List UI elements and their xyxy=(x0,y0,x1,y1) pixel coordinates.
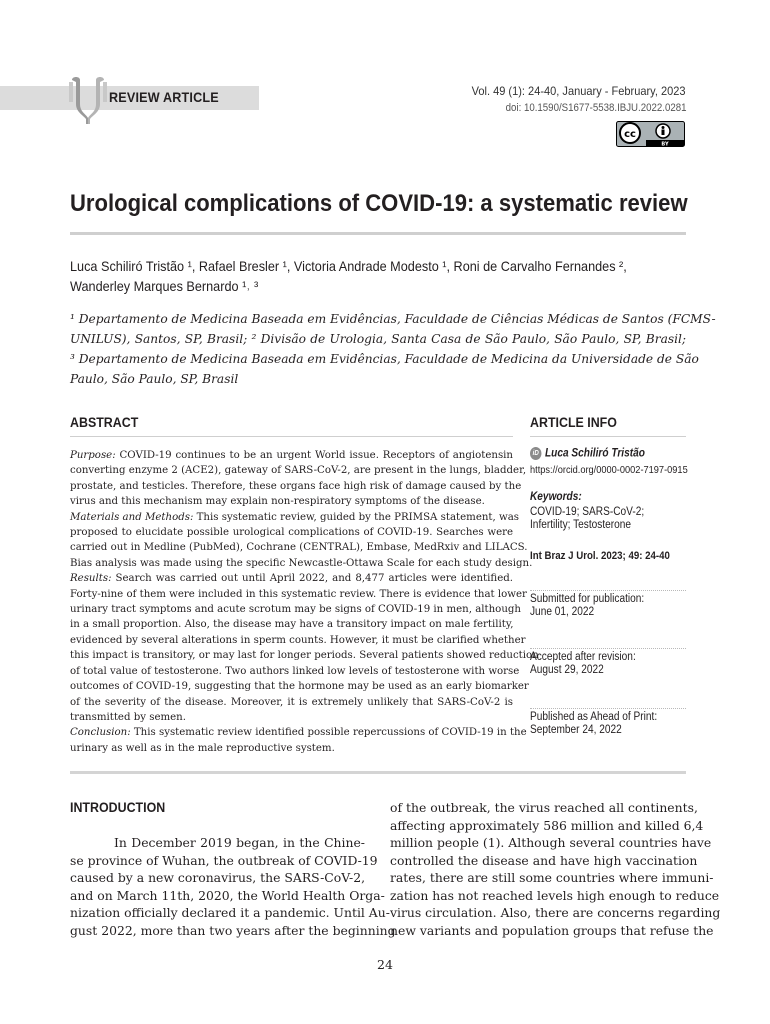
text-line: million people (1). Although several countries have xyxy=(390,835,712,850)
abstract-line-text: this impact is transitory, or may last for longer periods. Several patients showed reduction xyxy=(70,650,539,662)
abstract-line xyxy=(70,695,513,710)
svg-text:cc: cc xyxy=(624,129,636,140)
abstract-line xyxy=(70,494,513,509)
affiliations xyxy=(70,309,716,389)
orcid-author[interactable] xyxy=(530,447,686,460)
text-line: nization officially declared it a pandemic. Until Au- xyxy=(70,905,390,920)
abstract-line-text: prostate, and testicles. Therefore, these organs face high risk of damage caused by the xyxy=(70,480,522,492)
abstract-line xyxy=(70,664,520,679)
text-line: controlled the disease and have high vaccination xyxy=(390,852,698,868)
published-label: Published as Ahead of Print: xyxy=(530,711,658,723)
abstract-line-text: carried out in Medline (PubMed), Cochrane (CENTRAL), Embase, MedRxiv and LILACS. xyxy=(70,542,528,554)
text-line: new variants and population groups that refuse the xyxy=(390,922,714,938)
page-number: 24 xyxy=(377,957,393,972)
info-divider xyxy=(530,708,686,709)
author-line: Wanderley Marques Bernardo ¹˒ ³ xyxy=(70,278,259,294)
cc-by-license-icon[interactable] xyxy=(616,121,685,147)
citation-text: Int Braz J Urol. 2023; 49: 24-40 xyxy=(530,550,670,562)
abstract-line-text: This systematic review, guided by the PRIMSA statement, was xyxy=(193,511,520,523)
abstract-section-label: Purpose: xyxy=(70,450,116,461)
abstract-line xyxy=(70,710,513,725)
submitted-label: Submitted for publication: xyxy=(530,593,645,605)
text-line: rates, there are still some countries where immuni- xyxy=(390,870,714,885)
article-type: REVIEW ARTICLE xyxy=(109,89,219,105)
abstract-line xyxy=(70,679,529,694)
title-divider xyxy=(70,232,686,235)
accepted-block xyxy=(530,651,686,676)
text-line: zation has not reached levels high enough to reduce xyxy=(390,887,720,903)
abstract-line xyxy=(70,556,533,571)
section-divider xyxy=(70,771,686,774)
keywords-block xyxy=(530,491,686,531)
abstract-line-text: in a small proportion. Also, the disease may have a transitory impact on male fertility, xyxy=(70,619,514,631)
abstract-line-text: Search was carried out until April 2022, and 8,477 articles were identified. xyxy=(111,573,513,585)
abstract-line-text: proposed to elucidate possible urological complications of COVID-19. Searches were xyxy=(70,527,513,539)
accepted-label: Accepted after revision: xyxy=(530,651,636,663)
abstract-line xyxy=(70,741,513,756)
abstract-line xyxy=(70,725,527,740)
keywords-label: Keywords: xyxy=(530,491,582,503)
abstract-line-text: This systematic review identified possible repercussions of COVID-19 in the xyxy=(130,727,527,739)
citation xyxy=(530,550,686,562)
info-divider xyxy=(530,648,686,649)
abstract-line xyxy=(70,602,521,617)
abstract-line-text: Bias analysis was made using the specific Newcastle-Ottawa Scale for each study design. xyxy=(70,557,533,569)
article-info-divider xyxy=(530,436,686,437)
published-block xyxy=(530,711,686,736)
affiliation-line: ³ Departamento de Medicina Baseada em Evidências, Faculdade de Medicina da Universidade de São xyxy=(70,352,699,366)
abstract-line-text: COVID-19 continues to be an urgent World issue. Receptors of angiotensin xyxy=(115,450,513,461)
introduction-heading: INTRODUCTION xyxy=(70,800,166,815)
text-line: virus circulation. Also, there are concerns regarding xyxy=(390,905,721,920)
abstract-line xyxy=(70,479,522,494)
affiliation-line: Paulo, São Paulo, SP, Brasil xyxy=(70,372,239,386)
keywords-line: Infertility; Testosterone xyxy=(530,519,632,531)
orcid-icon: iD xyxy=(530,447,541,460)
abstract-heading: ABSTRACT xyxy=(70,415,139,430)
abstract-line-text: virus and this mechanism may explain non-respiratory symptoms of the disease. xyxy=(70,496,485,508)
abstract-line xyxy=(70,540,528,555)
abstract-line-text: urinary as well as in the male reproductive system. xyxy=(70,742,335,754)
article-info-heading: ARTICLE INFO xyxy=(530,415,617,430)
abstract-line xyxy=(70,525,513,540)
text-line: In December 2019 began, in the Chine- xyxy=(114,835,365,850)
orcid-author-name: Luca Schiliró Tristão xyxy=(544,447,645,460)
text-line: gust 2022, more than two years after the beginning xyxy=(70,922,396,938)
accepted-date: August 29, 2022 xyxy=(530,664,604,676)
text-line: of the outbreak, the virus reached all continents, xyxy=(390,800,698,815)
abstract-line xyxy=(70,463,527,478)
abstract-section-label: Conclusion: xyxy=(70,727,131,739)
text-line: se province of Wuhan, the outbreak of COVID-19 xyxy=(70,852,378,868)
abstract-body xyxy=(70,448,539,756)
abstract-line-text: of the severity of the disease. Moreover, it is extremely unlikely that SARS-CoV-2 is xyxy=(70,696,513,708)
info-divider xyxy=(530,590,686,591)
journal-logo-icon xyxy=(66,74,110,126)
svg-text:BY: BY xyxy=(661,141,669,147)
abstract-line-text: of total value of testosterone. Two authors linked low levels of testosterone with worse xyxy=(70,665,520,677)
abstract-section-label: Results: xyxy=(70,573,112,585)
abstract-line-text: converting enzyme 2 (ACE2), gateway of SARS-CoV-2, are present in the lungs, bladder, xyxy=(70,465,527,477)
abstract-line-text: urinary tract symptoms and acute scrotum may be signs of COVID-19 in men, although xyxy=(70,604,521,616)
abstract-line xyxy=(70,648,539,663)
abstract-line xyxy=(70,633,526,648)
submitted-date: June 01, 2022 xyxy=(530,606,595,618)
author-list xyxy=(70,256,690,296)
text-line: affecting approximately 586 million and killed 6,4 xyxy=(390,817,704,833)
abstract-line xyxy=(70,617,513,632)
abstract-line-text: Forty-nine of them were included in this systematic review. There is evidence that lower xyxy=(70,588,527,600)
abstract-line xyxy=(70,448,513,463)
abstract-divider xyxy=(70,436,513,437)
abstract-line-text: outcomes of COVID-19, suggesting that the hormone may be used as an early biomarker xyxy=(70,681,529,693)
published-date: September 24, 2022 xyxy=(530,724,622,736)
abstract-line xyxy=(70,571,513,586)
abstract-line-text: evidenced by several alterations in sperm counts. However, it must be clarified whether xyxy=(70,634,526,646)
affiliation-line: ¹ Departamento de Medicina Baseada em Evidências, Faculdade de Ciências Médicas de Santos (FCMS- xyxy=(70,312,716,326)
orcid-url-text: https://orcid.org/0000-0002-7197-0915 xyxy=(530,464,688,476)
introduction-column-2 xyxy=(390,799,721,939)
author-line: Luca Schiliró Tristão ¹, Rafael Bresler ¹, Victoria Andrade Modesto ¹, Roni de Carvalho Fernandes ², xyxy=(70,258,627,274)
submitted-block xyxy=(530,593,686,618)
affiliation-line: UNILUS), Santos, SP, Brasil; ² Divisão de Urologia, Santa Casa de São Paulo, São Paulo, SP, Brasil; xyxy=(70,332,686,346)
abstract-line xyxy=(70,510,520,525)
volume-info: Vol. 49 (1): 24-40, January - February, 2023 xyxy=(472,84,686,98)
text-line: caused by a new coronavirus, the SARS-CoV-2, xyxy=(70,870,366,885)
abstract-line-text: transmitted by semen. xyxy=(70,711,186,723)
introduction-column-1 xyxy=(70,834,396,939)
keywords-line: COVID-19; SARS-CoV-2; xyxy=(530,506,645,518)
abstract-line xyxy=(70,587,527,602)
orcid-url[interactable] xyxy=(530,464,686,476)
article-title: Urological complications of COVID-19: a systematic review xyxy=(70,190,688,217)
text-line: and on March 11th, 2020, the World Health Orga- xyxy=(70,887,385,903)
abstract-section-label: Materials and Methods: xyxy=(70,511,194,523)
doi-link[interactable]: doi: 10.1590/S1677-5538.IBJU.2022.0281 xyxy=(505,102,686,114)
